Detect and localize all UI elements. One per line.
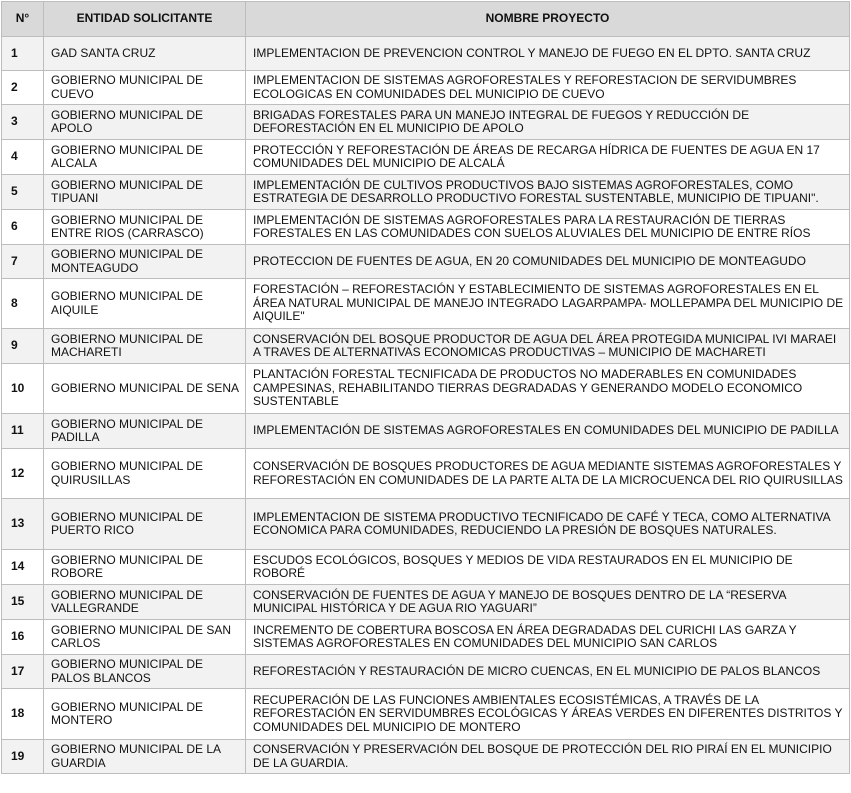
entidad-cell: [44, 210, 246, 245]
entidad-cell: [44, 740, 246, 774]
table-row: [2, 71, 850, 105]
proyecto-cell: [246, 585, 850, 620]
proyecto-cell-text: IMPLEMENTACION DE SISTEMA PRODUCTIVO TECNIFICADO DE CAFÉ Y TECA, COMO ALTERNATIVA ECONOMICA PARA COMUNIDADES, REDUCIENDO LA PRESIÓN DE BOSQUES NATURALES.: [253, 509, 830, 537]
proyecto-cell-text: BRIGADAS FORESTALES PARA UN MANEJO INTEGRAL DE FUEGOS Y REDUCCIÓN DE DEFORESTACIÓN EN EL MUNICIPIO DE APOLO: [253, 107, 750, 135]
row-number-text: 15: [11, 594, 25, 609]
row-number: [2, 740, 44, 774]
row-number-text: 10: [11, 380, 25, 395]
entidad-cell: [44, 499, 246, 550]
entidad-cell-text: GOBIERNO MUNICIPAL DE ROBORE: [51, 552, 204, 580]
entidad-cell: [44, 689, 246, 740]
row-number-text: 14: [11, 559, 25, 574]
proyecto-cell-text: FORESTACIÓN – REFORESTACIÓN Y ESTABLECIMIENTO DE SISTEMAS AGROFORESTALES EN EL ÁREA NATURAL MUNICIPAL DE MANEJO INTEGRADO LAGARPAMPA- MOLLEPAMPA DEL MUNICIPIO DE AIQUILE": [253, 282, 844, 324]
entidad-cell-text: GOBIERNO MUNICIPAL DE SENA: [51, 380, 240, 395]
row-number: [2, 71, 44, 105]
table-row: [2, 329, 850, 364]
entidad-cell-text: GAD SANTA CRUZ: [51, 45, 156, 60]
row-number-text: 6: [11, 219, 18, 234]
table-row: [2, 210, 850, 245]
entidad-cell-text: GOBIERNO MUNICIPAL DE PUERTO RICO: [51, 509, 204, 537]
header-row: [2, 2, 850, 37]
row-number-text: 9: [11, 338, 18, 353]
row-number: [2, 37, 44, 71]
proyecto-cell: [246, 279, 850, 329]
entidad-cell: [44, 449, 246, 499]
entidad-cell: [44, 175, 246, 210]
row-number: [2, 105, 44, 140]
proyecto-cell: [246, 414, 850, 449]
entidad-cell-text: GOBIERNO MUNICIPAL DE LA GUARDIA: [51, 742, 221, 770]
proyecto-cell-text: CONSERVACIÓN Y PRESERVACIÓN DEL BOSQUE DE PROTECCIÓN DEL RIO PIRAÍ EN EL MUNICIPIO DE LA GUARDIA.: [253, 742, 832, 770]
row-number-text: 19: [11, 748, 25, 763]
row-number-text: 5: [11, 184, 18, 199]
table-body: [2, 37, 850, 774]
row-number: [2, 449, 44, 499]
proyecto-cell-text: PROTECCIÓN Y REFORESTACIÓN DE ÁREAS DE RECARGA HÍDRICA DE FUENTES DE AGUA EN 17 COMUNIDADES DEL MUNICIPIO DE ALCALÁ: [253, 142, 820, 170]
proyecto-cell: [246, 740, 850, 774]
proyecto-cell: [246, 37, 850, 71]
table-row: [2, 689, 850, 740]
row-number: [2, 279, 44, 329]
table-row: [2, 550, 850, 585]
table-row: [2, 449, 850, 499]
entidad-cell: [44, 105, 246, 140]
table-row: [2, 585, 850, 620]
entidad-cell: [44, 550, 246, 585]
proyecto-cell: [246, 245, 850, 279]
entidad-cell: [44, 414, 246, 449]
entidad-cell: [44, 585, 246, 620]
row-number: [2, 620, 44, 655]
entidad-cell-text: GOBIERNO MUNICIPAL DE CUEVO: [51, 73, 204, 101]
row-number: [2, 550, 44, 585]
row-number-text: 1: [11, 45, 18, 60]
row-number-text: 7: [11, 253, 18, 268]
header-num: N°: [2, 2, 44, 37]
entidad-cell: [44, 655, 246, 689]
proyecto-cell-text: IMPLEMENTACION DE PREVENCION CONTROL Y MANEJO DE FUEGO EN EL DPTO. SANTA CRUZ: [253, 45, 811, 60]
proyecto-cell: [246, 499, 850, 550]
row-number-text: 8: [11, 295, 18, 310]
row-number: [2, 140, 44, 175]
table-row: [2, 175, 850, 210]
row-number: [2, 210, 44, 245]
row-number: [2, 689, 44, 740]
entidad-cell: [44, 620, 246, 655]
table-row: [2, 105, 850, 140]
proyecto-cell: [246, 175, 850, 210]
entidad-cell-text: GOBIERNO MUNICIPAL DE ALCALA: [51, 142, 204, 170]
row-number-text: 11: [11, 423, 24, 438]
entidad-cell-text: GOBIERNO MUNICIPAL DE APOLO: [51, 107, 204, 135]
table-row: [2, 655, 850, 689]
proyecto-cell: [246, 105, 850, 140]
table-header: [2, 2, 850, 37]
entidad-cell: [44, 364, 246, 414]
entidad-cell: [44, 329, 246, 364]
proyecto-cell-text: PROTECCION DE FUENTES DE AGUA, EN 20 COMUNIDADES DEL MUNICIPIO DE MONTEAGUDO: [253, 253, 806, 268]
row-number: [2, 655, 44, 689]
proyecto-cell-text: PLANTACIÓN FORESTAL TECNIFICADA DE PRODUCTOS NO MADERABLES EN COMUNIDADES CAMPESINAS, REHABILITANDO TIERRAS DEGRADADAS Y GENERANDO MODELO ECONOMICO SUSTENTABLE: [253, 367, 803, 409]
row-number: [2, 329, 44, 364]
entidad-cell-text: GOBIERNO MUNICIPAL DE QUIRUSILLAS: [51, 459, 204, 487]
proyecto-cell: [246, 620, 850, 655]
header-proyecto: NOMBRE PROYECTO: [246, 2, 850, 37]
proyecto-cell-text: RECUPERACIÓN DE LAS FUNCIONES AMBIENTALES ECOSISTÉMICAS, A TRAVÉS DE LA REFORESTACIÓN EN SERVIDUMBRES ECOLÓGICAS Y ÁREAS VERDES EN DIFERENTES DISTRITOS Y COMUNIDADES DEL MUNICIPIO DE MONTERO: [253, 692, 843, 734]
entidad-cell-text: GOBIERNO MUNICIPAL DE TIPUANI: [51, 177, 204, 205]
proyecto-cell: [246, 140, 850, 175]
row-number: [2, 499, 44, 550]
entidad-cell: [44, 71, 246, 105]
proyecto-cell-text: ESCUDOS ECOLÓGICOS, BOSQUES Y MEDIOS DE VIDA RESTAURADOS EN EL MUNICIPIO DE ROBORÉ: [253, 552, 793, 580]
entidad-cell: [44, 245, 246, 279]
proyecto-cell-text: IMPLEMENTACIÓN DE SISTEMAS AGROFORESTALES PARA LA RESTAURACIÓN DE TIERRAS FORESTALES EN LAS COMUNIDADES CON SUELOS ALUVIALES DEL MUNICIPIO DE ENTRE RÍOS: [253, 212, 811, 240]
entidad-cell-text: GOBIERNO MUNICIPAL DE SAN CARLOS: [51, 622, 232, 650]
proyecto-cell-text: REFORESTACIÓN Y RESTAURACIÓN DE MICRO CUENCAS, EN EL MUNICIPIO DE PALOS BLANCOS: [253, 663, 821, 678]
row-number-text: 3: [11, 114, 18, 129]
proyecto-cell: [246, 210, 850, 245]
row-number: [2, 414, 44, 449]
proyecto-cell-text: IMPLEMENTACION DE SISTEMAS AGROFORESTALES Y REFORESTACION DE SERVIDUMBRES ECOLOGICAS EN COMUNIDADES DEL MUNICIPIO DE CUEVO: [253, 73, 797, 101]
row-number-text: 2: [11, 79, 18, 94]
entidad-cell-text: GOBIERNO MUNICIPAL DE ENTRE RIOS (CARRASCO): [51, 212, 204, 240]
proyecto-cell-text: IMPLEMENTACIÓN DE CULTIVOS PRODUCTIVOS BAJO SISTEMAS AGROFORESTALES, COMO ESTRATEGIA DE DESARROLLO PRODUCTIVO FORESTAL SUSTENTABLE, MUNICIPIO DE TIPUANI".: [253, 177, 819, 205]
proyecto-cell: [246, 550, 850, 585]
row-number-text: 18: [11, 706, 25, 721]
row-number-text: 17: [11, 663, 25, 678]
proyecto-cell-text: CONSERVACIÓN DEL BOSQUE PRODUCTOR DE AGUA DEL ÁREA PROTEGIDA MUNICIPAL IVI MARAEI A TRAVES DE ALTERNATIVAS ECONOMICAS PRODUCTIVAS – MUNICIPIO DE MACHARETI: [253, 331, 837, 359]
entidad-cell-text: GOBIERNO MUNICIPAL DE VALLEGRANDE: [51, 587, 204, 615]
table-row: [2, 364, 850, 414]
row-number: [2, 585, 44, 620]
entidad-cell-text: GOBIERNO MUNICIPAL DE PADILLA: [51, 416, 204, 444]
table-row: [2, 740, 850, 774]
row-number: [2, 364, 44, 414]
table-row: [2, 620, 850, 655]
row-number-text: 13: [11, 516, 25, 531]
header-entidad: ENTIDAD SOLICITANTE: [44, 2, 246, 37]
proyecto-cell-text: CONSERVACIÓN DE BOSQUES PRODUCTORES DE AGUA MEDIANTE SISTEMAS AGROFORESTALES Y REFORESTACIÓN EN COMUNIDADES DE LA PARTE ALTA DE LA MICROCUENCA DEL RIO QUIRUSILLAS: [253, 459, 843, 487]
row-number-text: 4: [11, 149, 18, 164]
entidad-cell: [44, 279, 246, 329]
proyecto-cell: [246, 689, 850, 740]
proyecto-cell: [246, 655, 850, 689]
proyecto-cell: [246, 71, 850, 105]
entidad-cell-text: GOBIERNO MUNICIPAL DE MACHARETI: [51, 331, 204, 359]
entidad-cell: [44, 37, 246, 71]
projects-table: [1, 1, 850, 774]
proyecto-cell-text: CONSERVACIÓN DE FUENTES DE AGUA Y MANEJO DE BOSQUES DENTRO DE LA “RESERVA MUNICIPAL HISTÓRICA Y DE AGUA RIO YAGUARI”: [253, 587, 786, 615]
entidad-cell-text: GOBIERNO MUNICIPAL DE MONTEAGUDO: [51, 247, 204, 275]
table-row: [2, 37, 850, 71]
row-number-text: 16: [11, 629, 25, 644]
table-row: [2, 279, 850, 329]
table-row: [2, 499, 850, 550]
proyecto-cell: [246, 364, 850, 414]
row-number: [2, 175, 44, 210]
table-row: [2, 245, 850, 279]
proyecto-cell-text: IMPLEMENTACIÓN DE SISTEMAS AGROFORESTALES EN COMUNIDADES DEL MUNICIPIO DE PADILLA: [253, 423, 839, 438]
proyecto-cell: [246, 329, 850, 364]
proyecto-cell: [246, 449, 850, 499]
proyecto-cell-text: INCREMENTO DE COBERTURA BOSCOSA EN ÁREA DEGRADADAS DEL CURICHI LAS GARZA Y SISTEMAS AGROFORESTALES EN COMUNIDADES DEL MUNICIPIO SAN CARLOS: [253, 622, 797, 650]
row-number-text: 12: [11, 465, 25, 480]
entidad-cell-text: GOBIERNO MUNICIPAL DE AIQUILE: [51, 289, 204, 317]
entidad-cell: [44, 140, 246, 175]
table-row: [2, 414, 850, 449]
table-row: [2, 140, 850, 175]
row-number: [2, 245, 44, 279]
entidad-cell-text: GOBIERNO MUNICIPAL DE MONTERO: [51, 699, 204, 727]
entidad-cell-text: GOBIERNO MUNICIPAL DE PALOS BLANCOS: [51, 657, 204, 685]
